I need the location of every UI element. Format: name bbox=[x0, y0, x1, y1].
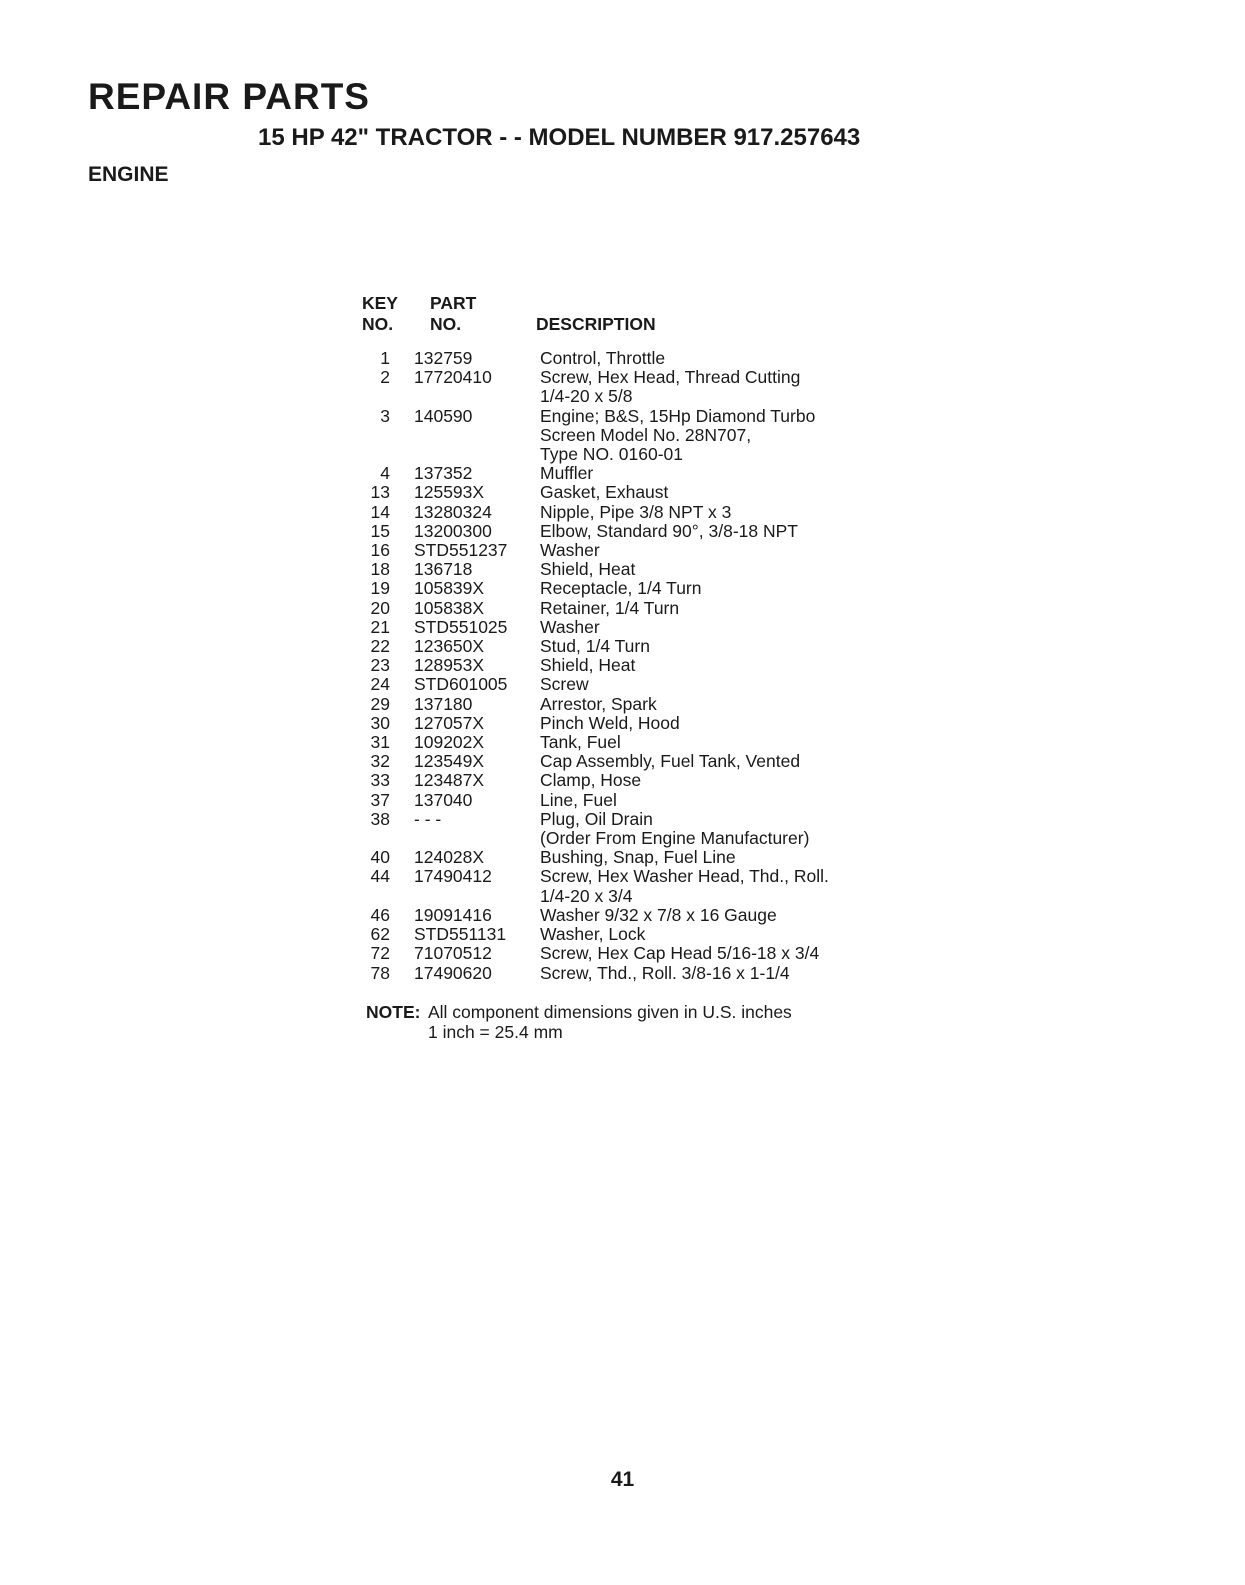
part-number: 140590 bbox=[414, 405, 473, 426]
part-description: Control, Throttle bbox=[540, 348, 666, 368]
column-header-key-no: KEY NO. bbox=[362, 293, 398, 334]
key-number: 33 bbox=[370, 770, 390, 791]
key-number: 1 bbox=[380, 348, 390, 368]
table-row bbox=[360, 675, 920, 694]
key-number: 38 bbox=[370, 808, 390, 829]
key-number: 13 bbox=[370, 482, 390, 503]
key-number: 30 bbox=[370, 712, 390, 733]
part-description: Washer 9/32 x 7/8 x 16 Gauge bbox=[540, 904, 777, 925]
note bbox=[366, 1002, 792, 1042]
part-number: 105839X bbox=[414, 578, 485, 599]
table-row bbox=[360, 560, 920, 579]
key-number: 40 bbox=[370, 847, 390, 868]
part-description: Shield, Heat bbox=[540, 655, 636, 676]
part-number: 123650X bbox=[414, 636, 485, 657]
part-number: 125593X bbox=[414, 482, 485, 503]
note-text: All component dimensions given in U.S. inches 1 inch = 25.4 mm bbox=[428, 1002, 792, 1042]
part-description: Screw, Hex Washer Head, Thd., Roll. 1/4-20 x 3/4 bbox=[540, 866, 829, 906]
part-number: 124028X bbox=[414, 847, 485, 868]
part-number: 13280324 bbox=[414, 501, 492, 522]
part-number: 105838X bbox=[414, 597, 485, 618]
part-description: Pinch Weld, Hood bbox=[540, 712, 680, 733]
table-row bbox=[360, 503, 920, 522]
table-row bbox=[360, 541, 920, 560]
part-description: Elbow, Standard 90°, 3/8-18 NPT bbox=[540, 520, 798, 541]
table-row bbox=[360, 637, 920, 656]
part-description: Washer bbox=[540, 616, 600, 637]
part-number: 136718 bbox=[414, 559, 473, 580]
key-number: 22 bbox=[370, 636, 390, 657]
page-number: 41 bbox=[610, 1468, 635, 1491]
key-number: 24 bbox=[370, 674, 390, 695]
table-row bbox=[360, 771, 920, 790]
part-number: 17490620 bbox=[414, 962, 492, 983]
part-number: 13200300 bbox=[414, 520, 492, 541]
part-number: STD551237 bbox=[414, 540, 508, 561]
part-number: 127057X bbox=[414, 712, 485, 733]
table-row bbox=[360, 483, 920, 502]
part-description: Washer, Lock bbox=[540, 924, 646, 945]
table-row bbox=[360, 714, 920, 733]
key-number: 32 bbox=[370, 751, 390, 772]
part-number: 132759 bbox=[414, 348, 473, 368]
key-number: 3 bbox=[380, 405, 390, 426]
table-row bbox=[360, 810, 920, 848]
part-description: Gasket, Exhaust bbox=[540, 482, 669, 503]
table-row bbox=[360, 925, 920, 944]
part-number: STD551131 bbox=[414, 924, 507, 945]
key-number: 20 bbox=[370, 597, 390, 618]
part-description: Stud, 1/4 Turn bbox=[540, 636, 650, 657]
key-number: 4 bbox=[380, 463, 390, 484]
key-number: 14 bbox=[370, 501, 390, 522]
table-row bbox=[360, 791, 920, 810]
key-number: 16 bbox=[370, 540, 390, 561]
part-description: Nipple, Pipe 3/8 NPT x 3 bbox=[540, 501, 732, 522]
part-number: 123549X bbox=[414, 751, 485, 772]
part-number: - - - bbox=[414, 808, 442, 829]
part-description: Plug, Oil Drain (Order From Engine Manufacturer) bbox=[540, 808, 810, 849]
key-number: 18 bbox=[370, 559, 390, 580]
table-row bbox=[360, 867, 920, 905]
part-number: STD551025 bbox=[414, 616, 508, 637]
table-row bbox=[360, 733, 920, 752]
note-label: NOTE: bbox=[366, 1002, 421, 1022]
table-row bbox=[360, 522, 920, 541]
key-number: 72 bbox=[370, 943, 390, 964]
key-number: 46 bbox=[370, 904, 390, 925]
part-number: 128953X bbox=[414, 655, 485, 676]
table-row bbox=[360, 464, 920, 483]
key-number: 78 bbox=[370, 962, 390, 983]
part-number: 137180 bbox=[414, 693, 473, 714]
section-heading: ENGINE bbox=[88, 163, 169, 186]
table-row bbox=[360, 579, 920, 598]
part-number: 123487X bbox=[414, 770, 485, 791]
key-number: 21 bbox=[370, 616, 390, 637]
key-number: 37 bbox=[370, 789, 390, 810]
part-number: 71070512 bbox=[414, 943, 492, 964]
part-description: Screw, Thd., Roll. 3/8-16 x 1-1/4 bbox=[540, 962, 790, 983]
part-description: Screw, Hex Head, Thread Cutting 1/4-20 x 5/8 bbox=[540, 367, 801, 407]
part-description: Arrestor, Spark bbox=[540, 693, 657, 714]
part-description: Shield, Heat bbox=[540, 559, 636, 580]
part-number: 137040 bbox=[414, 789, 473, 810]
part-description: Cap Assembly, Fuel Tank, Vented bbox=[540, 751, 801, 772]
part-description: Receptacle, 1/4 Turn bbox=[540, 578, 702, 599]
column-header-part-no: PART NO. bbox=[430, 293, 477, 334]
part-description: Bushing, Snap, Fuel Line bbox=[540, 847, 736, 868]
table-row bbox=[360, 599, 920, 618]
key-number: 15 bbox=[370, 520, 390, 541]
part-description: Tank, Fuel bbox=[540, 732, 621, 753]
part-number: 19091416 bbox=[414, 904, 492, 925]
part-number: 17720410 bbox=[414, 367, 492, 388]
table-row bbox=[360, 349, 920, 368]
key-number: 23 bbox=[370, 655, 390, 676]
part-description: Screw bbox=[540, 674, 589, 695]
part-description: Screw, Hex Cap Head 5/16-18 x 3/4 bbox=[540, 943, 820, 964]
table-row bbox=[360, 848, 920, 867]
table-row bbox=[360, 407, 920, 465]
part-description: Washer bbox=[540, 540, 600, 561]
key-number: 2 bbox=[380, 367, 390, 388]
key-number: 19 bbox=[370, 578, 390, 599]
part-description: Retainer, 1/4 Turn bbox=[540, 597, 680, 618]
table-row bbox=[360, 906, 920, 925]
table-row bbox=[360, 656, 920, 675]
parts-list bbox=[360, 349, 920, 983]
key-number: 44 bbox=[370, 866, 390, 887]
part-number: 17490412 bbox=[414, 866, 492, 887]
table-row bbox=[360, 618, 920, 637]
page-title: REPAIR PARTS bbox=[88, 76, 370, 117]
part-description: Line, Fuel bbox=[540, 789, 617, 810]
key-number: 31 bbox=[370, 732, 390, 753]
key-number: 62 bbox=[370, 924, 390, 945]
part-description: Clamp, Hose bbox=[540, 770, 642, 791]
part-description: Muffler bbox=[540, 463, 594, 484]
part-number: 109202X bbox=[414, 732, 485, 753]
part-description: Engine; B&S, 15Hp Diamond Turbo Screen Model No. 28N707, Type NO. 0160-01 bbox=[540, 405, 816, 465]
part-number: 137352 bbox=[414, 463, 473, 484]
column-header-description: DESCRIPTION bbox=[536, 314, 656, 334]
table-row bbox=[360, 368, 920, 406]
key-number: 29 bbox=[370, 693, 390, 714]
part-number: STD601005 bbox=[414, 674, 508, 695]
table-row bbox=[360, 695, 920, 714]
model-subtitle: 15 HP 42" TRACTOR - - MODEL NUMBER 917.257643 bbox=[258, 124, 861, 151]
table-row bbox=[360, 944, 920, 963]
table-row bbox=[360, 752, 920, 771]
table-row bbox=[360, 964, 920, 983]
